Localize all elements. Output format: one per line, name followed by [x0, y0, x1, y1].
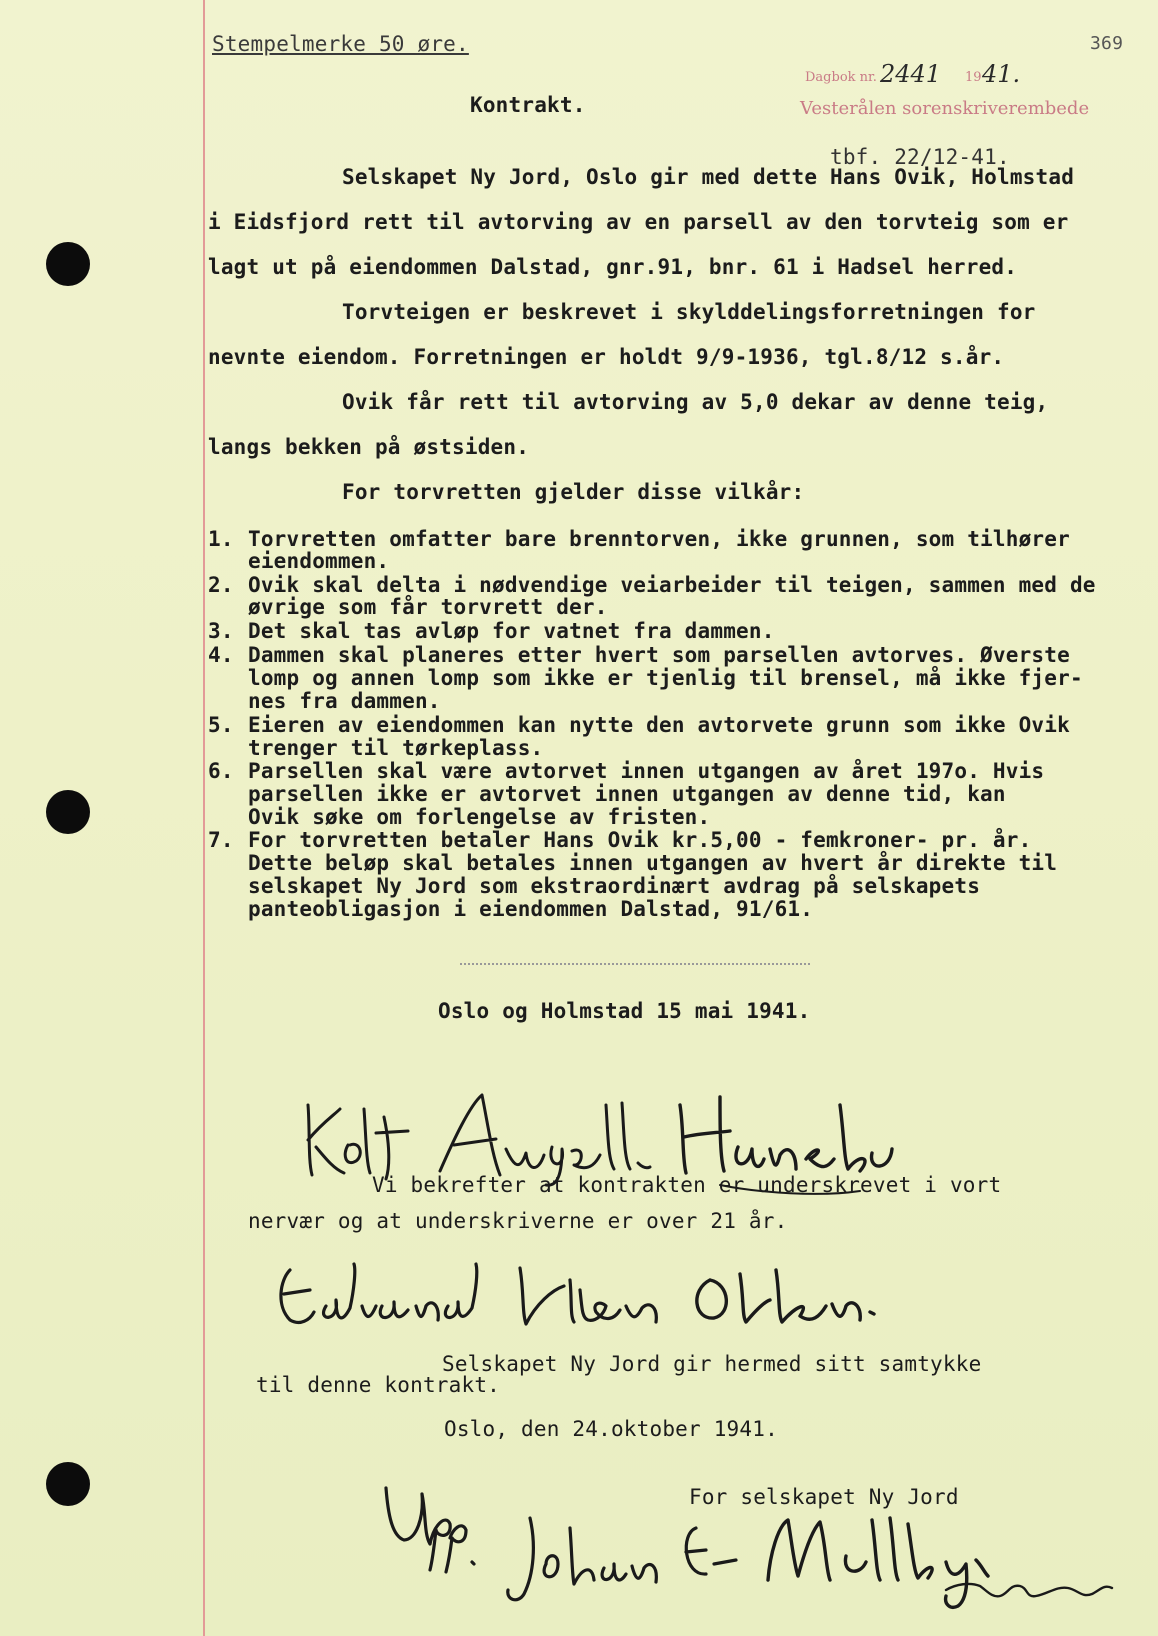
- condition-line: Det skal tas avløp for vatnet fra dammen.: [248, 619, 775, 643]
- signature-angell-hansbuch: [300, 1075, 880, 1185]
- condition-line: Dammen skal planeres etter hvert som parsellen avtorves. Øverste: [248, 643, 1070, 667]
- punch-hole: [46, 242, 90, 286]
- paragraph-line: langs bekken på østsiden.: [208, 435, 530, 459]
- witness-statement-line: nervær og at underskriverne er over 21 år.: [248, 1209, 788, 1233]
- condition-line: panteobligasjon i eiendommen Dalstad, 91/61.: [248, 897, 814, 921]
- condition-line: Parsellen skal være avtorvet innen utgangen av året 197o. Hvis: [248, 759, 1045, 783]
- tbf-note: tbf. 22/12-41.: [830, 145, 1010, 169]
- condition-line: Dette beløp skal betales innen utgangen av hvert år direkte til: [248, 851, 1058, 875]
- paragraph-line: Ovik får rett til avtorving av 5,0 dekar av denne teig,: [342, 390, 1049, 414]
- condition-number: 2.: [208, 573, 234, 597]
- page-number: 369: [1090, 33, 1124, 54]
- condition-line: Ovik søke om forlengelse av fristen.: [248, 805, 711, 829]
- condition-line: Ovik skal delta i nødvendige veiarbeider til teigen, sammen med de: [248, 573, 1096, 597]
- stamp-duty-note: Stempelmerke 50 øre.: [212, 32, 469, 56]
- consent-line: til denne kontrakt.: [256, 1373, 501, 1397]
- condition-line: parsellen ikke er avtorvet innen utgangen av denne tid, kan: [248, 782, 1006, 806]
- witness-statement-line: Vi bekrefter at kontrakten er underskrevet i vort: [372, 1173, 1002, 1197]
- condition-line: selskapet Ny Jord som ekstraordinært avdrag på selskapets: [248, 874, 981, 898]
- condition-line: trenger til tørkeplass.: [248, 736, 544, 760]
- condition-number: 1.: [208, 527, 234, 551]
- initials-signature: [380, 1474, 480, 1574]
- dagbok-number: 2441: [880, 60, 942, 88]
- condition-line: For torvretten betaler Hans Ovik kr.5,00 - femkroner- pr. år.: [248, 828, 1032, 852]
- office-name: Vesterålen sorenskriverembede: [800, 98, 1090, 119]
- condition-number: 6.: [208, 759, 234, 783]
- consent-line: Selskapet Ny Jord gir hermed sitt samtykke: [442, 1352, 982, 1376]
- signature-mellbye: [500, 1504, 1120, 1624]
- condition-line: nes fra dammen.: [248, 689, 441, 713]
- paragraph-line: i Eidsfjord rett til avtorving av en parsell av den torvteig som er: [208, 210, 1069, 234]
- document-title: Kontrakt.: [470, 93, 586, 117]
- place-date-2: Oslo, den 24.oktober 1941.: [444, 1417, 778, 1441]
- punch-hole: [46, 790, 90, 834]
- condition-line: Eieren av eiendommen kan nytte den avtorvete grunn som ikke Ovik: [248, 713, 1070, 737]
- paragraph-line: For torvretten gjelder disse vilkår:: [342, 480, 805, 504]
- condition-line: Torvretten omfatter bare brenntorven, ikke grunnen, som tilhører: [248, 527, 1070, 551]
- margin-rule: [203, 0, 205, 1636]
- year-printed: 19: [965, 70, 982, 85]
- punch-hole: [46, 1462, 90, 1506]
- condition-number: 5.: [208, 713, 234, 737]
- paragraph-line: Torvteigen er beskrevet i skylddelingsforretningen for: [342, 300, 1036, 324]
- condition-line: eiendommen.: [248, 549, 390, 573]
- condition-line: øvrige som får torvrett der.: [248, 595, 608, 619]
- paragraph-line: nevnte eiendom. Forretningen er holdt 9/9-1936, tgl.8/12 s.år.: [208, 345, 1005, 369]
- place-date-1: Oslo og Holmstad 15 mai 1941.: [438, 999, 811, 1023]
- condition-number: 4.: [208, 643, 234, 667]
- condition-number: 7.: [208, 828, 234, 852]
- paragraph-line: lagt ut på eiendommen Dalstad, gnr.91, bnr. 61 i Hadsel herred.: [208, 255, 1018, 279]
- condition-number: 3.: [208, 619, 234, 643]
- condition-line: lomp og annen lomp som ikke er tjenlig til brensel, må ikke fjer-: [248, 666, 1083, 690]
- dagbok-label: Dagbok nr.: [805, 70, 877, 85]
- for-company-line: For selskapet Ny Jord: [689, 1485, 959, 1509]
- paragraph-line: Selskapet Ny Jord, Oslo gir med dette Hans Ovik, Holmstad: [342, 165, 1075, 189]
- separator-line: [460, 963, 810, 965]
- witness-signatures: [270, 1250, 950, 1330]
- year-written: 41.: [982, 60, 1021, 88]
